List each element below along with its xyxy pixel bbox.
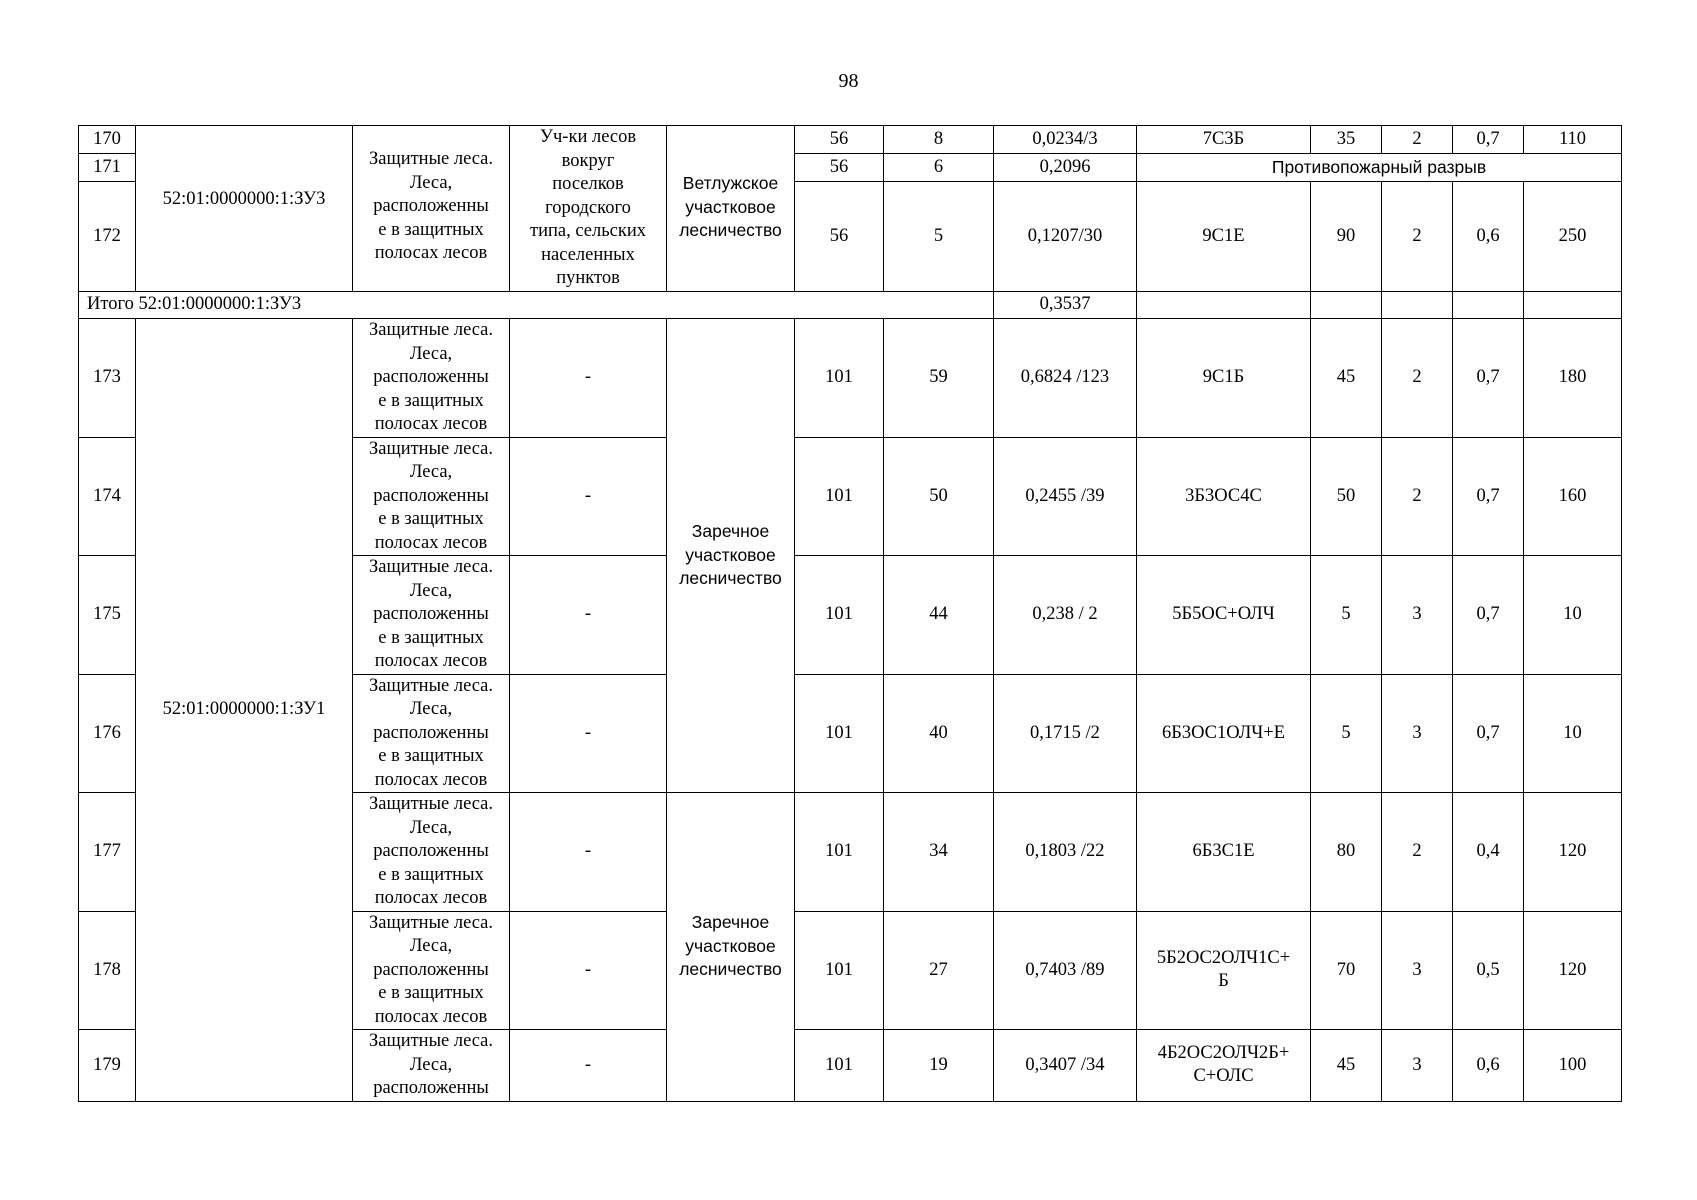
kvartal: 56 [795,154,884,182]
area: 0,3407 /34 [994,1030,1137,1102]
vydel: 19 [884,1030,994,1102]
total-label: Итого 52:01:0000000:1:ЗУ3 [79,292,994,319]
density: 0,7 [1453,556,1524,675]
bonitet: 3 [1382,1030,1453,1102]
total-area: 0,3537 [994,292,1137,319]
forest-category: Защитные леса. Леса, расположенны е в защитных полосах лесов [353,319,510,438]
composition: 9С1Е [1137,182,1311,292]
page-number: 98 [838,70,859,92]
age: 35 [1311,126,1382,154]
bonitet: 2 [1382,126,1453,154]
forestry-name: Ветлужское участковое лесничество [667,126,795,292]
density: 0,7 [1453,319,1524,438]
kvartal: 101 [795,1030,884,1102]
composition: 9С1Б [1137,319,1311,438]
composition: 6Б3ОС1ОЛЧ+Е [1137,674,1311,793]
stock: 120 [1524,793,1622,912]
row-number: 176 [79,674,136,793]
composition: 6Б3С1Е [1137,793,1311,912]
area: 0,2455 /39 [994,437,1137,556]
stock: 10 [1524,674,1622,793]
area: 0,1803 /22 [994,793,1137,912]
composition: 4Б2ОС2ОЛЧ2Б+ С+ОЛС [1137,1030,1311,1102]
table-row [79,319,1622,438]
vydel: 59 [884,319,994,438]
vydel: 5 [884,182,994,292]
stock: 250 [1524,182,1622,292]
row-number: 175 [79,556,136,675]
forest-plots-table [78,125,1622,1102]
table-row [79,126,1622,154]
parcel-number: 52:01:0000000:1:ЗУ1 [136,319,353,1102]
density: 0,5 [1453,911,1524,1030]
stock: 180 [1524,319,1622,438]
forest-purpose: - [510,1030,667,1102]
vydel: 44 [884,556,994,675]
bonitet: 3 [1382,674,1453,793]
kvartal: 101 [795,319,884,438]
age: 45 [1311,1030,1382,1102]
kvartal: 101 [795,437,884,556]
row-number: 170 [79,126,136,154]
area: 0,0234/3 [994,126,1137,154]
age: 5 [1311,674,1382,793]
bonitet: 3 [1382,911,1453,1030]
density: 0,7 [1453,126,1524,154]
composition: 5Б2ОС2ОЛЧ1С+ Б [1137,911,1311,1030]
stock: 160 [1524,437,1622,556]
age: 90 [1311,182,1382,292]
forest-purpose: - [510,793,667,912]
vydel: 27 [884,911,994,1030]
composition: 5Б5ОС+ОЛЧ [1137,556,1311,675]
vydel: 6 [884,154,994,182]
area: 0,238 / 2 [994,556,1137,675]
kvartal: 101 [795,793,884,912]
area: 0,2096 [994,154,1137,182]
kvartal: 56 [795,182,884,292]
row-number: 173 [79,319,136,438]
row-number: 174 [79,437,136,556]
density: 0,7 [1453,674,1524,793]
composition: 3Б3ОС4С [1137,437,1311,556]
forest-category: Защитные леса. Леса, расположенны е в защитных полосах лесов [353,126,510,292]
forest-purpose: - [510,911,667,1030]
area: 0,1715 /2 [994,674,1137,793]
forest-category: Защитные леса. Леса, расположенны е в защитных полосах лесов [353,793,510,912]
forest-category: Защитные леса. Леса, расположенны е в защитных полосах лесов [353,437,510,556]
bonitet: 2 [1382,793,1453,912]
age: 80 [1311,793,1382,912]
density: 0,6 [1453,1030,1524,1102]
row-number: 179 [79,1030,136,1102]
forest-category: Защитные леса. Леса, расположенны е в защитных полосах лесов [353,674,510,793]
density: 0,4 [1453,793,1524,912]
bonitet: 2 [1382,319,1453,438]
composition: 7С3Б [1137,126,1311,154]
stock: 100 [1524,1030,1622,1102]
forest-purpose: Уч-ки лесов вокруг поселков городского типа, сельских населенных пунктов [510,126,667,292]
kvartal: 101 [795,911,884,1030]
vydel: 34 [884,793,994,912]
row-number: 178 [79,911,136,1030]
kvartal: 101 [795,674,884,793]
forest-purpose: - [510,437,667,556]
row-number: 172 [79,182,136,292]
forestry-name: Заречное участковое лесничество [667,793,795,1102]
kvartal: 56 [795,126,884,154]
vydel: 50 [884,437,994,556]
area: 0,1207/30 [994,182,1137,292]
age: 45 [1311,319,1382,438]
row-number: 171 [79,154,136,182]
row-number: 177 [79,793,136,912]
kvartal: 101 [795,556,884,675]
bonitet: 3 [1382,556,1453,675]
age: 70 [1311,911,1382,1030]
age: 5 [1311,556,1382,675]
parcel-number: 52:01:0000000:1:ЗУ3 [136,126,353,292]
stock: 120 [1524,911,1622,1030]
stock: 10 [1524,556,1622,675]
bonitet: 2 [1382,437,1453,556]
forest-category: Защитные леса. Леса, расположенны [353,1030,510,1102]
note: Противопожарный разрыв [1137,154,1622,182]
forestry-name: Заречное участковое лесничество [667,319,795,793]
forest-purpose: - [510,319,667,438]
density: 0,7 [1453,437,1524,556]
forest-purpose: - [510,556,667,675]
total-row [79,292,1622,319]
area: 0,7403 /89 [994,911,1137,1030]
vydel: 40 [884,674,994,793]
bonitet: 2 [1382,182,1453,292]
stock: 110 [1524,126,1622,154]
forest-category: Защитные леса. Леса, расположенны е в защитных полосах лесов [353,556,510,675]
vydel: 8 [884,126,994,154]
forest-category: Защитные леса. Леса, расположенны е в защитных полосах лесов [353,911,510,1030]
area: 0,6824 /123 [994,319,1137,438]
forest-purpose: - [510,674,667,793]
age: 50 [1311,437,1382,556]
density: 0,6 [1453,182,1524,292]
